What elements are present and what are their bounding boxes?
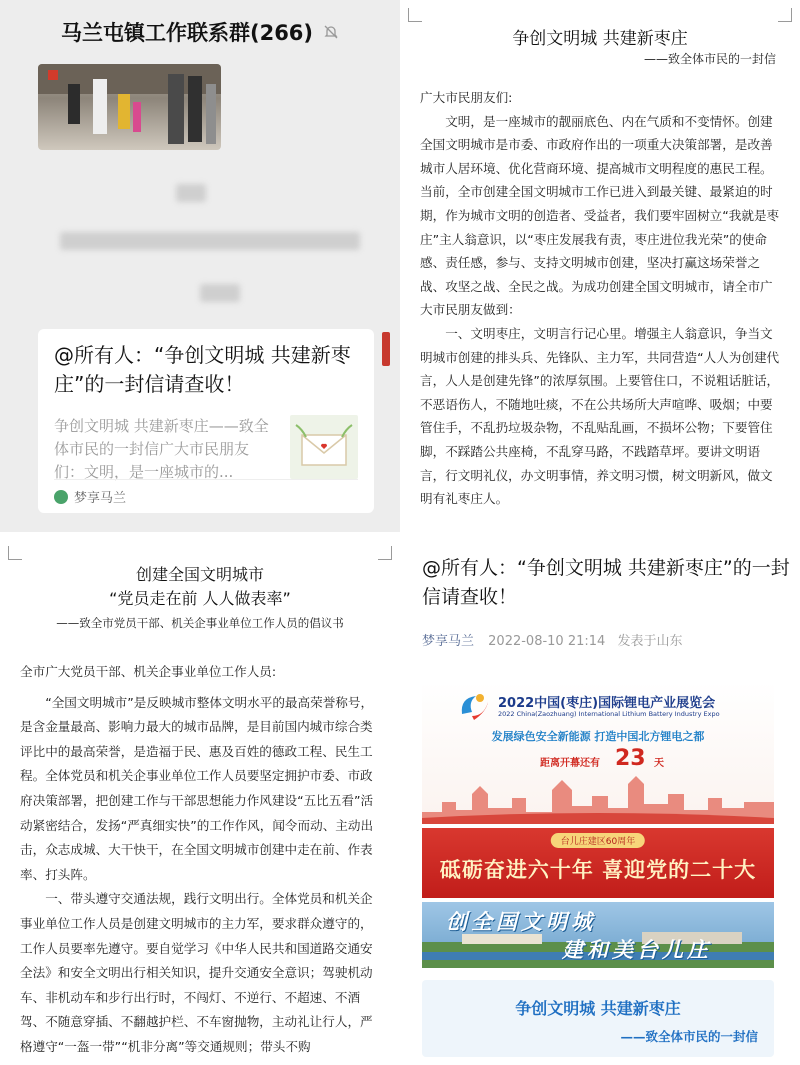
letter-panel — [400, 0, 800, 532]
initiative-subtitle: ——致全市党员干部、机关企事业单位工作人员的倡议书 — [56, 616, 344, 630]
mute-bell-icon — [323, 24, 339, 40]
initiative-title: 创建全国文明城市 — [135, 565, 264, 584]
publish-location: 发表于山东 — [617, 634, 683, 649]
letter-subtitle: ——致全体市民的一封信 — [643, 52, 776, 66]
city-skyline-illustration — [422, 772, 774, 824]
initiative-salutation: 全市广大党员干部、机关企事业单位工作人员: — [20, 664, 277, 679]
account-name-link[interactable]: 梦享马兰 — [422, 634, 475, 649]
civilization-slogan-2: 建和美台儿庄 — [562, 938, 712, 962]
unread-marker — [382, 332, 390, 366]
letter-paragraph: 文明，是一座城市的靓丽底色、内在气质和不变情怀。创建全国文明城市是市委、市政府作出的一项重大决策部署，是改善城市人居环境、优化营商环境、提高城市文明程度的惠民工程。当前，全市创建全国文明城市工作已进入到最关键、最紧迫的时期，作为城市文明的创造者、受益者，我们要牢固树立“我就是枣庄”主人翁意识，以“枣庄发展我有责，枣庄进位我光荣”的使命感、责任感，参与、支持文明城市创建，坚决打赢这场荣誉之战、攻坚之战、全民之战。为成功创建全国文明城市，请全市广大市民朋友做到： — [420, 113, 780, 318]
chat-photo[interactable] — [38, 64, 221, 150]
letter-header-subtitle: ——致全体市民的一封信 — [620, 1029, 758, 1044]
crop-mark — [378, 546, 392, 560]
letter-header-banner — [422, 980, 774, 1057]
crop-mark — [778, 8, 792, 22]
source-name: 梦享马兰 — [74, 491, 127, 506]
anniversary-slogan: 砥砺奋进六十年 喜迎党的二十大 — [439, 858, 757, 882]
chat-header — [0, 0, 400, 64]
card-title: @所有人：“争创文明城 共建新枣庄”的一封信请查收！ — [54, 343, 351, 396]
letter-header-title: 争创文明城 共建新枣庄 — [515, 999, 681, 1018]
article-panel — [400, 532, 800, 1065]
blurred-message — [200, 284, 240, 302]
initiative-title-2: “党员走在前 人人做表率” — [109, 589, 291, 608]
crop-mark — [8, 546, 22, 560]
initiative-panel — [0, 532, 400, 1065]
countdown-number: 23 — [615, 746, 646, 771]
anniversary-tag: 台儿庄建区60周年 — [551, 833, 645, 848]
countdown-label: 距离开幕还有 — [540, 758, 600, 769]
blurred-message — [176, 184, 206, 202]
initiative-paragraph: “全国文明城市”是反映城市整体文明水平的最高荣誉称号，是含金量最高、影响力最大的城市品牌，是目前国内城市综合类评比中的最高荣誉，是造福于民、惠及百姓的德政工程、民生工程。全体党员和机关企事业单位工作人员要坚定拥护市委、市政府决策部署，把创建工作与干部思想能力作风建设“五比五看”活动紧密结合，发扬“严真细实快”的工作作风，闻令而动、主动出击，众志成城、大干快干，在全国文明城市创建中走在前、作表率、打头阵。 — [20, 694, 374, 882]
expo-banner[interactable] — [422, 682, 774, 824]
article-meta — [422, 630, 690, 649]
expo-title-en: 2022 China(Zaozhuang) International Lithium Battery Industry Expo — [498, 710, 720, 718]
expo-title: 2022中国(枣庄)国际锂电产业展览会 — [498, 696, 716, 711]
account-logo-icon — [54, 490, 68, 504]
expo-logo-icon — [458, 690, 492, 722]
civilization-banner[interactable] — [422, 902, 774, 968]
anniversary-banner[interactable] — [422, 828, 774, 898]
expo-slogan: 发展绿色安全新能源 打造中国北方锂电之都 — [491, 730, 705, 743]
initiative-paragraph: 一、带头遵守交通法规，践行文明出行。全体党员和机关企事业单位工作人员是创建文明城市的主力军，要求群众遵守的，工作人员要率先遵守。要自觉学习《中华人民共和国道路交通安全法》和安全文明出行相关知识，提升交通安全意识；驾驶机动车、非机动车和步行出行时，不闯灯、不逆行、不超速、不酒驾、不随意穿插、不翻越护栏、不车窗抛物，主动礼让行人，严格遵守“一盔一带”“机非分离”等交通规则；带头不购 — [20, 891, 373, 1054]
blurred-message — [60, 232, 360, 250]
article-title: @所有人：“争创文明城 共建新枣庄”的一封信请查收！ — [422, 557, 790, 608]
card-description: 争创文明城 共建新枣庄——致全体市民的一封信广大市民朋友们：文明，是一座城市的... — [54, 417, 269, 481]
letter-body — [420, 86, 782, 511]
publish-date: 2022-08-10 21:14 — [488, 634, 606, 649]
letter-salutation: 广大市民朋友们: — [420, 90, 513, 105]
group-title: 马兰屯镇工作联系群(266) — [60, 21, 314, 45]
envelope-icon — [290, 415, 358, 479]
civilization-slogan-1: 创全国文明城 — [446, 910, 596, 934]
crop-mark — [408, 8, 422, 22]
initiative-body — [20, 660, 384, 1060]
card-source — [54, 479, 358, 513]
letter-paragraph: 一、文明枣庄，文明言行记心里。增强主人翁意识，争当文明城市创建的排头兵、先锋队、主力军，共同营造“人人为创建代言，人人是创建先锋”的浓厚氛围。上要管住口，不说粗话脏话，不恶语伤人，不随地吐痰，不在公共场所大声喧哗、吸烟；中要管住手，不乱扔垃圾杂物，不乱贴乱画，不损坏公物；下要管住脚，不踩踏公共座椅，不乱穿马路，不践踏草坪。要讲文明语言，行文明礼仪，办文明事情，养文明习惯，树文明新风，做文明有礼枣庄人。 — [420, 325, 780, 507]
chat-panel — [0, 0, 400, 532]
letter-title: 争创文明城 共建新枣庄 — [512, 29, 688, 49]
article-share-card[interactable] — [38, 329, 374, 513]
countdown-unit: 天 — [654, 758, 664, 769]
